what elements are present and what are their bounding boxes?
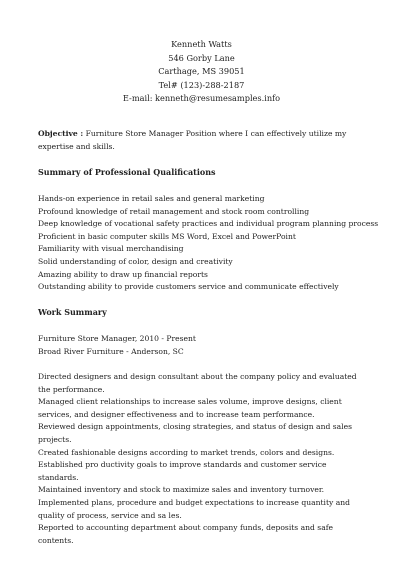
job-title: Furniture Store Manager, 2010 - Present	[38, 334, 196, 343]
contact-street: 546 Gorby Lane	[168, 52, 235, 63]
objective-text: Furniture Store Manager Position where I can effectively utilize my expertise and skills.	[38, 129, 347, 151]
duty-item: Implemented plans, procedure and budget expectations to increase quantity and quality of process, service and sa les.	[38, 497, 351, 520]
duty-item: Maintained inventory and stock to maximize sales and inventory turnover.	[38, 485, 325, 495]
duty-item: Created fashionable designs according to market trends, colors and designs.	[38, 447, 335, 457]
qualification-item: Familiarity with visual merchandising	[38, 244, 184, 254]
contact-name: Kenneth Watts	[171, 39, 232, 49]
qualification-item: Hands-on experience in retail sales and general marketing	[38, 194, 265, 203]
contact-phone: Tel# (123)-288-2187	[158, 79, 245, 90]
contact-city: Carthage, MS 39051	[158, 66, 245, 76]
job-info	[38, 333, 368, 358]
duty-item: Reviewed design appointments, closing strategies, and status of design and sales projects.	[38, 422, 352, 444]
contact-block	[0, 38, 403, 106]
contact-email: E-mail: kenneth@resumesamples.info	[122, 93, 281, 103]
qualifications-list	[38, 193, 379, 294]
qualification-item: Amazing ability to draw up financial reports	[38, 269, 208, 279]
duty-item: Managed client relationships to increase sales volume, improve designs, client services, and designer effectiveness and to increase team performance.	[38, 397, 342, 419]
summary-heading: Summary of Professional Qualifications	[38, 167, 216, 177]
qualification-item: Deep knowledge of vocational safety practices and individual program planning process	[38, 219, 379, 229]
objective-paragraph	[38, 128, 368, 153]
duty-item: Reported to accounting department about company funds, deposits and safe contents.	[38, 523, 334, 545]
duty-item: Established pro ductivity goals to improve standards and customer service standards.	[38, 460, 327, 482]
job-employer: Broad River Furniture - Anderson, SC	[38, 346, 184, 356]
duties-list	[38, 371, 368, 547]
qualification-item: Proficient in basic computer skills MS Word, Excel and PowerPoint	[38, 231, 296, 241]
qualification-item: Outstanding ability to provide customers service and communicate effectively	[38, 282, 339, 292]
work-heading: Work Summary	[38, 307, 107, 317]
qualification-item: Solid understanding of color, design and creativity	[38, 256, 233, 266]
duty-item: Directed designers and design consultant about the company policy and evaluated the performance.	[38, 372, 357, 394]
objective-label: Objective :	[38, 129, 84, 138]
qualification-item: Profound knowledge of retail management and stock room controlling	[38, 206, 310, 216]
